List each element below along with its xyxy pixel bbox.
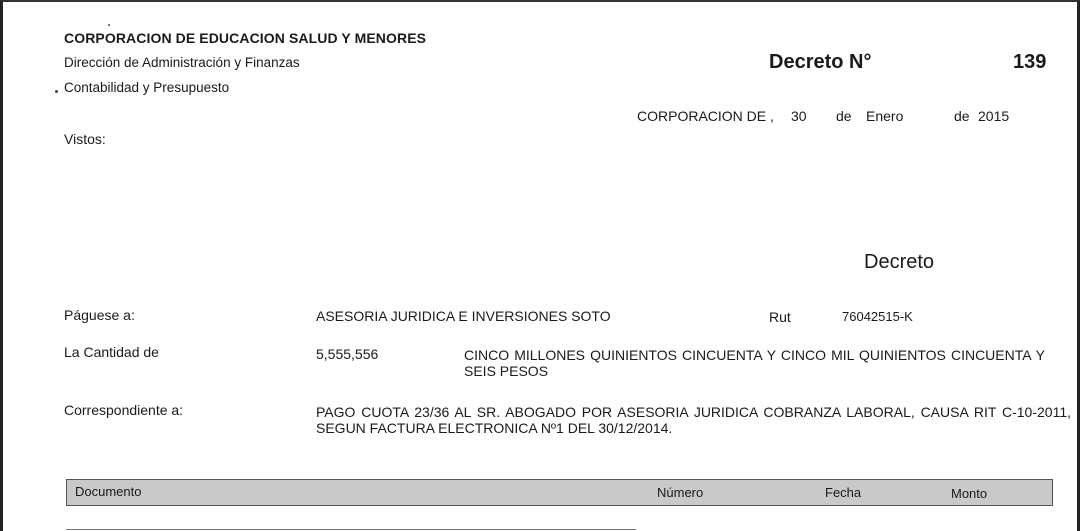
amount-label: La Cantidad de	[64, 344, 159, 360]
date-place: CORPORACION DE ,	[637, 108, 774, 124]
column-header-fecha: Fecha	[825, 485, 862, 500]
department-name: Contabilidad y Presupuesto	[64, 80, 230, 95]
date-de-2: de	[954, 108, 970, 124]
date-month: Enero	[866, 108, 904, 124]
document-table-header	[66, 479, 1053, 506]
concept-text: PAGO CUOTA 23/36 AL SR. ABOGADO POR ASESORIA JURIDICA COBRANZA LABORAL, CAUSA RIT C-10-2011, SEGUN FACTURA ELECTRONICA Nº1 DEL 30/12/2014.	[316, 404, 1071, 436]
column-header-documento: Documento	[75, 484, 142, 499]
organization-name: CORPORACION DE EDUCACION SALUD Y MENORES	[64, 30, 427, 46]
vistos-label: Vistos:	[64, 131, 106, 147]
scan-speck	[55, 90, 58, 93]
rut-value: 76042515-K	[842, 309, 913, 324]
rut-label: Rut	[769, 309, 791, 325]
date-de-1: de	[836, 108, 852, 124]
date-day: 30	[791, 108, 807, 124]
amount-number: 5,555,556	[316, 346, 379, 362]
concept-label: Correspondiente a:	[64, 402, 184, 418]
decree-number-label: Decreto N°	[769, 51, 872, 73]
payee-name: ASESORIA JURIDICA E INVERSIONES SOTO	[316, 308, 611, 324]
column-header-monto: Monto	[951, 486, 988, 501]
date-year: 2015	[978, 108, 1010, 124]
column-header-numero: Número	[657, 485, 704, 500]
decreto-heading: Decreto	[864, 251, 935, 273]
divider	[66, 529, 636, 530]
payee-label: Páguese a:	[64, 307, 135, 323]
direction-name: Dirección de Administración y Finanzas	[64, 55, 300, 70]
amount-words: CINCO MILLONES QUINIENTOS CINCUENTA Y CINCO MIL QUINIENTOS CINCUENTA Y SEIS PESOS	[464, 347, 1045, 379]
decree-number: 139	[1013, 51, 1047, 73]
scan-speck	[108, 24, 110, 26]
